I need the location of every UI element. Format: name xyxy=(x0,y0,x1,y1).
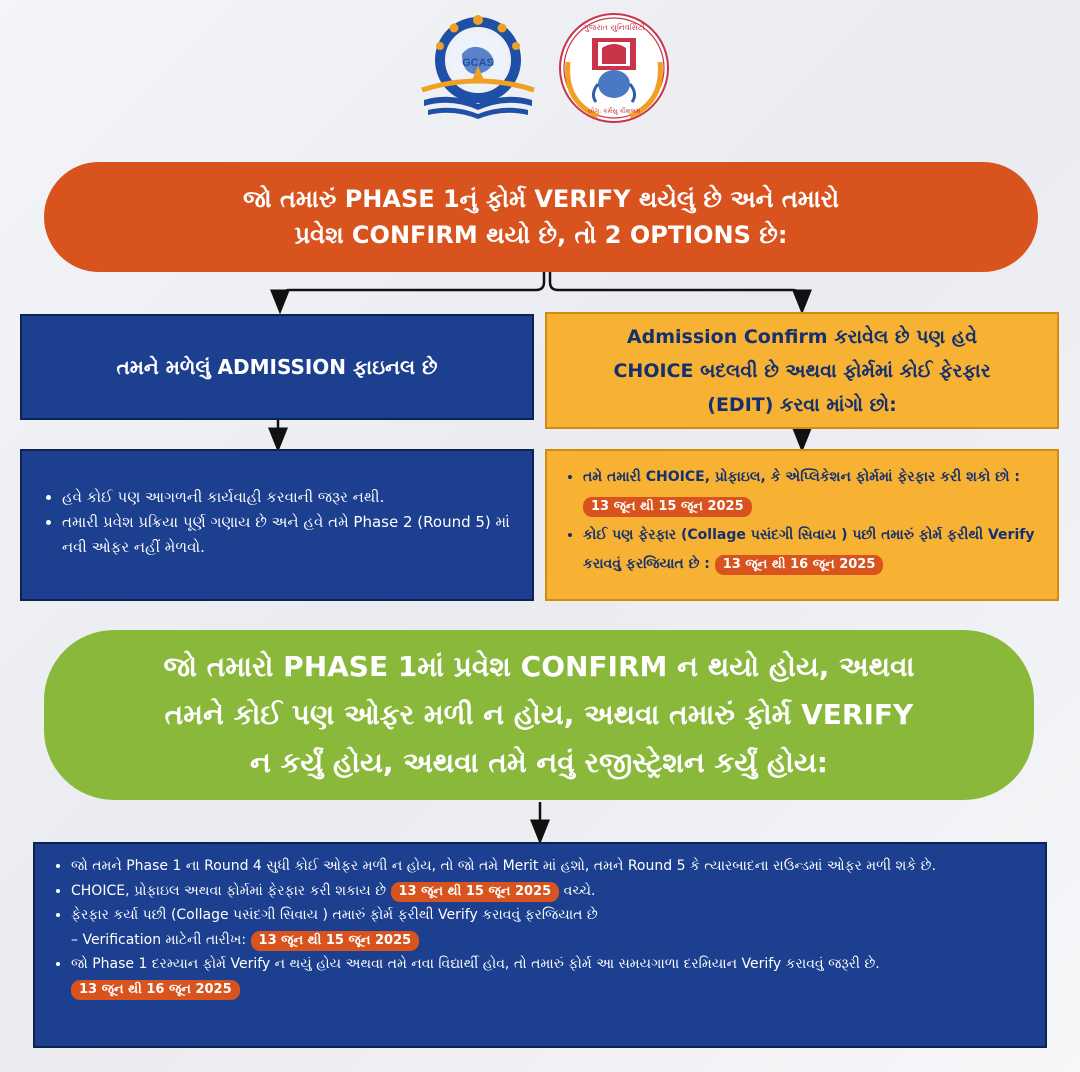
phase1-heading-line1: જો તમારું PHASE 1નું ફોર્મ VERIFY થયેલું છે અને તમારો xyxy=(242,185,840,213)
gcas-logo-icon xyxy=(414,12,542,124)
svg-text:GCAS: GCAS xyxy=(462,57,494,69)
date-badge: 13 જૂન થી 16 જૂન 2025 xyxy=(715,555,884,575)
option-admission-final-title: તમને મળેલું ADMISSION ફાઇનલ છે xyxy=(116,355,438,379)
option-edit-title-line3: (EDIT) કરવા માંગો છો: xyxy=(707,393,897,416)
phase2-heading-line3: ન કર્યું હોય, અથવા તમે નવું રજીસ્ટ્રેશન કર્યું હોય: xyxy=(249,746,828,779)
edit-window-suffix: વચ્ચે. xyxy=(563,882,596,899)
svg-text:યોગઃ કર્મસુ કૌશલમ્: યોગઃ કર્મસુ કૌશલમ્ xyxy=(587,107,641,115)
list-item xyxy=(583,521,1049,579)
list-item xyxy=(583,463,1049,521)
phase2-info-box xyxy=(33,842,1047,1048)
phase2-heading-line1: જો તમારો PHASE 1માં પ્રવેશ CONFIRM ન થયો હોય, અથવા xyxy=(163,650,915,683)
list-item: • જો તમને Phase 1 ના Round 4 સુધી કોઈ ઓફર મળી ન હોય, તો જો તમે Merit માં હશો, તમને Round 5 કે ત્યારબાદના રાઉન્ડમાં ઓફર મળી શકે છે. xyxy=(71,854,1035,879)
phase1-heading-line2: પ્રવેશ CONFIRM થયો છે, તો 2 OPTIONS છે: xyxy=(294,221,788,249)
option-edit-choice xyxy=(545,312,1059,429)
verify-window-text: કોઈ પણ ફેરફાર (Collage પસંદગી સિવાય ) પછી તમારું ફોર્મ ફરીથી Verify કરાવવું ફરજિયાત છે : xyxy=(583,527,1035,572)
list-item xyxy=(71,879,1035,904)
list-item xyxy=(71,903,1035,952)
option-edit-title-line1: Admission Confirm કરાવેલ છે પણ હવે xyxy=(626,325,978,348)
edit-window-text: CHOICE, પ્રોફાઇલ અથવા ફોર્મમાં ફેરફાર કરી શકાય છે xyxy=(71,882,387,899)
date-badge: 13 જૂન થી 15 જૂન 2025 xyxy=(391,882,560,902)
phase2-heading-line2: તમને કોઈ પણ ઓફર મળી ન હોય, અથવા તમારું ફોર્મ VERIFY xyxy=(164,698,914,731)
verification-date-label: – Verification માટેની તારીખ: xyxy=(71,931,247,948)
date-badge: 13 જૂન થી 15 જૂન 2025 xyxy=(583,497,752,517)
phase1-condition-heading xyxy=(44,162,1038,272)
new-student-verify-text: જો Phase 1 દરમ્યાન ફોર્મ Verify ન થયું હોય અથવા તમે નવા વિદ્યાર્થી હોવ, તો તમારું ફોર્મ આ સમયગાળા દરમિયાન Verify કરાવવું જરૂરી છે. xyxy=(71,956,880,972)
list-item xyxy=(71,952,1035,1001)
option-admission-final-details xyxy=(20,449,534,601)
list-item: • તમારી પ્રવેશ પ્રક્રિયા પૂર્ણ ગણાય છે અને હવે તમે Phase 2 (Round 5) માં નવી ઓફર નહીં મેળવો. xyxy=(62,510,518,560)
list-item: • હવે કોઈ પણ આગળની કાર્યવાહી કરવાની જરૂર નથી. xyxy=(62,485,518,510)
svg-text:ગુજરાત યુનિવર્સિટી: ગુજરાત યુનિવર્સિટી xyxy=(583,23,645,32)
option-edit-title-line2: CHOICE બદલવી છે અથવા ફોર્મમાં કોઈ ફેરફાર xyxy=(613,359,991,382)
logo-header xyxy=(0,8,1080,126)
gujarat-university-seal-icon xyxy=(558,12,670,124)
verify-required-text: • ફેરફાર કર્યા પછી (Collage પસંદગી સિવાય ) તમારું ફોર્મ ફરીથી Verify કરાવવું ફરજિયાત છે xyxy=(71,907,598,923)
date-badge: 13 જૂન થી 16 જૂન 2025 xyxy=(71,980,240,1000)
option-edit-choice-details xyxy=(545,449,1059,601)
edit-window-text: તમે તમારી CHOICE, પ્રોફાઇલ, કે એપ્લિકેશન ફોર્મમાં ફેરફાર કરી શકો છો : xyxy=(583,469,1020,485)
phase2-condition-heading xyxy=(44,630,1034,800)
date-badge: 13 જૂન થી 15 જૂન 2025 xyxy=(251,931,420,951)
option-admission-final xyxy=(20,314,534,420)
